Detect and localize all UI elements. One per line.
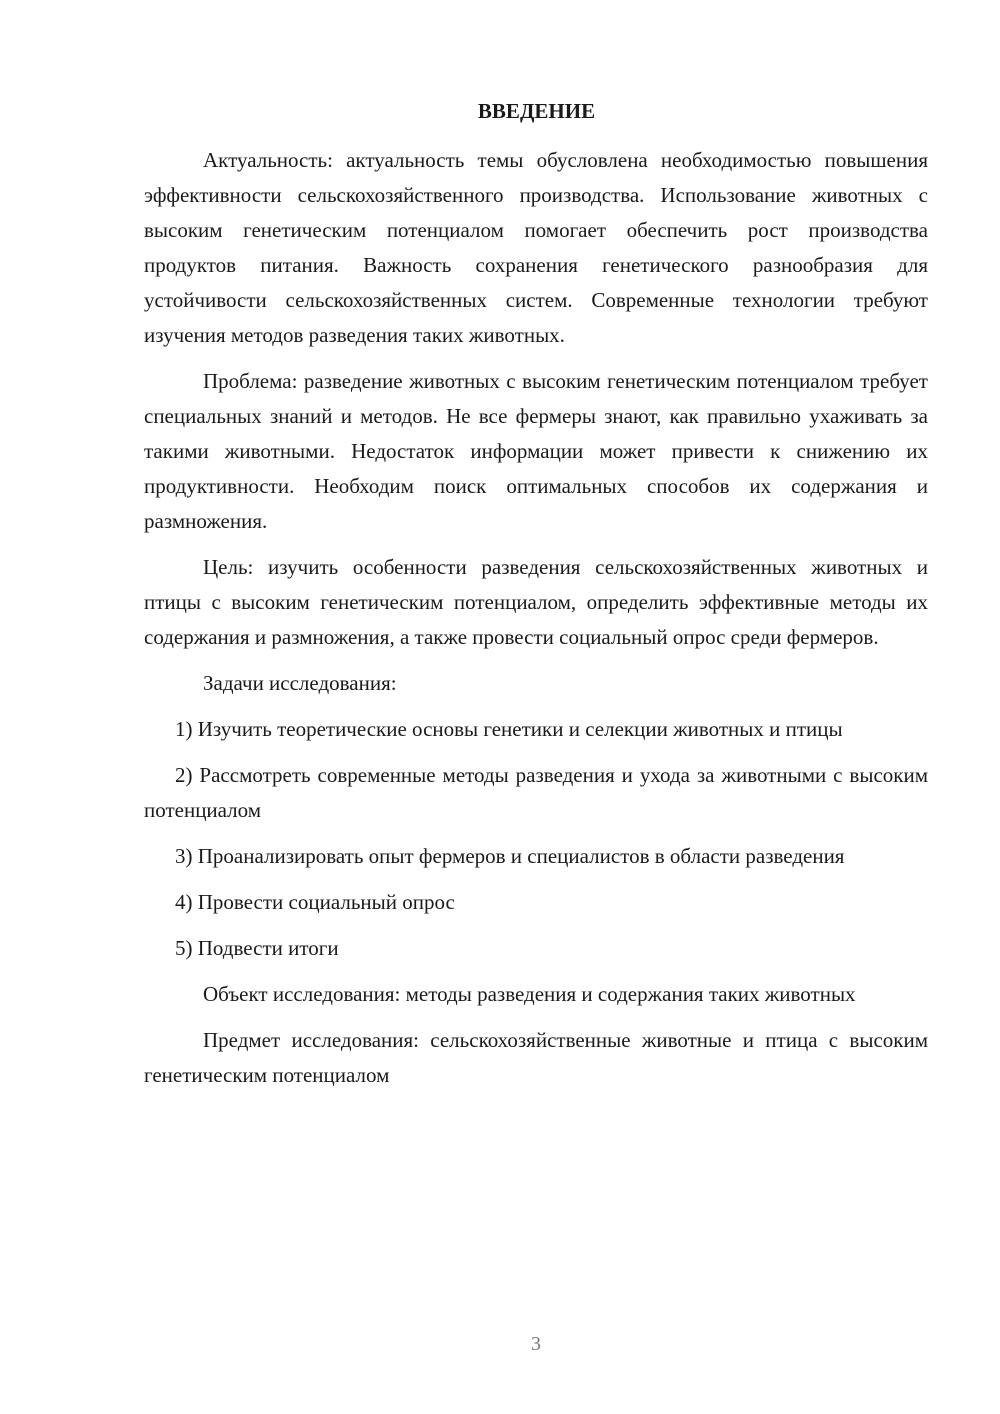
task-item-1: 1) Изучить теоретические основы генетики и селекции животных и птицы [175,717,843,741]
page-number: 3 [531,1333,541,1355]
object-paragraph: Объект исследования: методы разведения и содержания таких животных [203,982,856,1006]
task-item-2: 2) Рассмотреть современные методы разведения и ухода за животными с высоким потенциалом [144,763,928,822]
goal-paragraph: Цель: изучить особенности разведения сельскохозяйственных животных и птицы с высоким генетическим потенциалом, определить эффективные методы их содержания и размножения, а также провести социальный опрос среди фермеров. [144,555,928,649]
tasks-heading: Задачи исследования: [203,671,397,695]
relevance-paragraph: Актуальность: актуальность темы обусловлена необходимостью повышения эффективности сельскохозяйственного производства. Использование животных с высоким генетическим потенциалом помогает обеспечить рост производства продуктов питания. Важность сохранения генетического разнообразия для устойчивости сельскохозяйственных систем. Современные технологии требуют изучения методов разведения таких животных. [144,148,928,347]
page-content [144,97,928,1104]
page-title: ВВЕДЕНИЕ [477,99,596,123]
problem-paragraph: Проблема: разведение животных с высоким генетическим потенциалом требует специальных знаний и методов. Не все фермеры знают, как правильно ухаживать за такими животными. Недостаток информации может привести к снижению их продуктивности. Необходим поиск оптимальных способов их содержания и размножения. [144,369,928,533]
subject-paragraph: Предмет исследования: сельскохозяйственные животные и птица с высоким генетическим потенциалом [144,1028,928,1087]
task-item-4: 4) Провести социальный опрос [175,890,455,914]
task-item-3: 3) Проанализировать опыт фермеров и специалистов в области разведения [175,844,845,868]
task-item-5: 5) Подвести итоги [175,936,339,960]
